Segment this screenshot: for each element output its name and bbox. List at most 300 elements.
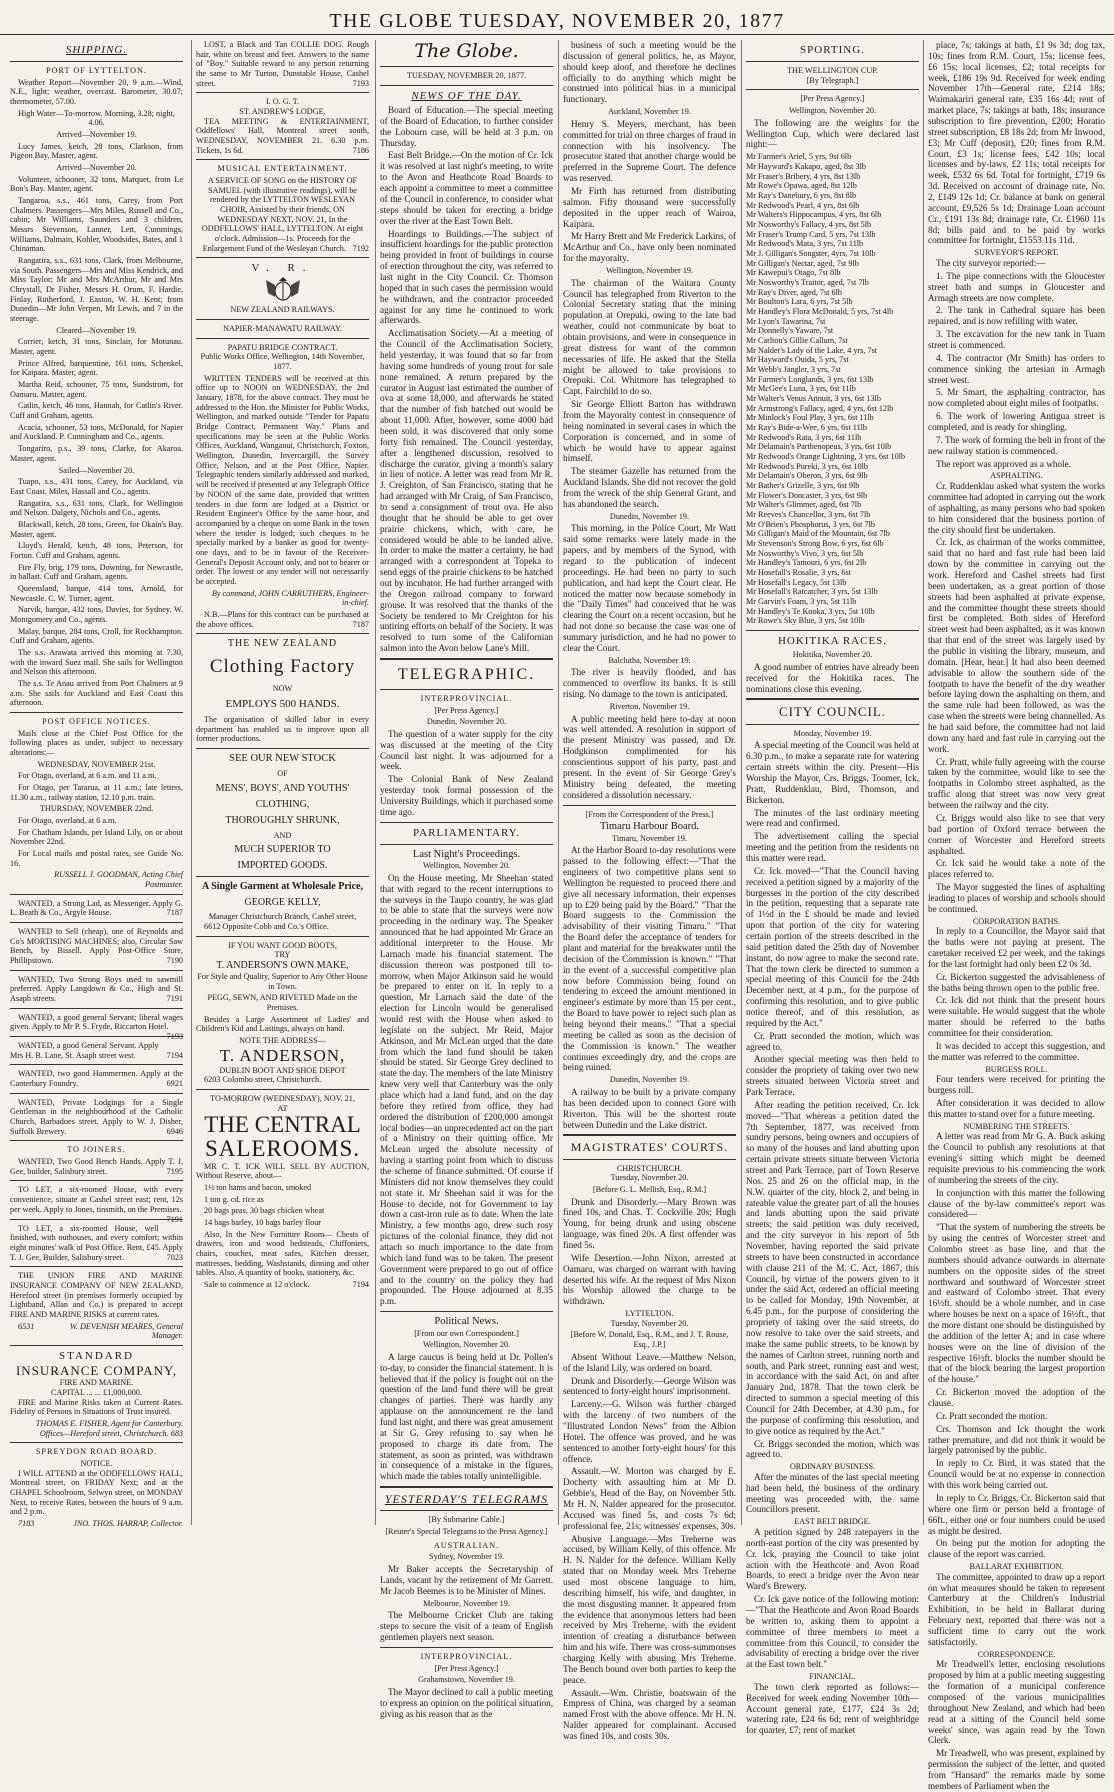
dateline: Timaru, November 19. — [612, 833, 687, 843]
cup-heading: THE WELLINGTON CUP. — [787, 65, 878, 75]
dateline: Dunedin, November 19. — [609, 1075, 690, 1085]
council-text: The report was approved as a whole. — [936, 458, 1071, 469]
telegram: business of such a meeting would be the discussion of general politics, he, as Mayor, should keep aloof, and therefore he declines officially to do anything which might be construed into political bias in a municipal functionary. — [563, 40, 736, 105]
council-text: Cr. Ick did not think that the present hours were suitable. He would suggest that the whole matter should be referred to the baths committee for their consideration. — [928, 995, 1105, 1039]
cup-weight-entry: Mr Walters's Hippocampus, 4 yrs, 8st 6lb — [746, 210, 882, 220]
joiners-heading: TO JOINERS. — [67, 1145, 126, 1155]
cup-weight-entry: Mr Lyon's Tawarina, 7st — [746, 316, 826, 326]
clothing-ad-line: THOROUGHLY SHRUNK, — [225, 814, 340, 826]
cup-weight-entry: Mr Bather's Grizelle, 3 yrs, 6st 9lb — [746, 481, 860, 491]
council-subheading: BALLARAT EXHIBITION. — [969, 1562, 1064, 1572]
standard-ad-text: FIRE and Marine Risks taken at Current Rates. Fidelity of Persons in Situations of Trust insured. — [10, 1397, 183, 1417]
telegram: Mr Harry Brett and Mr Frederick Larkins, of McArthur and Co., have only been nominated for the mayoralty. — [563, 231, 736, 264]
sale-ad-title: THE CENTRAL — [204, 1112, 361, 1138]
clearance: Martha Reid, schooner, 75 tons, Sundstrom, for Oamaru. Master, agent. — [10, 380, 183, 399]
court-date: Tuesday, November 20. — [610, 1173, 689, 1183]
notice-signature: 7183 JNO. THOS. HARRAP, Collector. — [18, 1518, 183, 1528]
cup-weight-entry: Mr Walter's Venus Annuit, 3 yrs, 6st 13lb — [746, 394, 881, 404]
court-case: Assault.—Wm. Christie, boatswain of the Empress of China, was charged by a seaman named Frost with the above offence. Mr H. N. Nalder appeared for complainant. Accused was fined 10s, and costs 30s. — [563, 1687, 736, 1742]
cup-weight-entry: Mr Redwood's Orange Lightning, 3 yrs, 6st 10lb — [746, 452, 906, 462]
port-heading: PORT OF LYTTELTON. — [46, 65, 147, 75]
shipping-note: The s.s. Arawata arrived this morning at 7.30, with the inward Suez mail. She sails for Wellington and Nelson this afternoon. — [10, 647, 183, 677]
telegram: The river is heavily flooded, and has commenced to overflow its banks. It is still rising. No damage to the town is anticipated. — [563, 667, 736, 700]
cup-weight-entry: Mr Hayward's Ouida, 5 yrs, 7st — [746, 355, 849, 365]
standard-ad-name: INSURANCE COMPANY, — [15, 1362, 178, 1378]
magistrates-heading: MAGISTRATES' COURTS. — [570, 1140, 729, 1155]
interprovincial-heading: INTERPROVINCIAL. — [420, 693, 513, 703]
political-news-heading: Political News. — [434, 1316, 499, 1328]
telegram: The steamer Gazelle has returned from the Auckland Islands. She did not recover the gold from the wreck of the ship General Grant, and has abandoned the search. — [563, 466, 736, 509]
council-text: Cr. Ick, as chairman of the works committee, said that no hard and fast rule had been laid down by the committee in carrying out the work. Hereford and Cashel streets had first been undertaken, as a great portion of those streets had been asphalted at private expense, and the committee thought these streets should first be completed. Both sides of Hereford street west had been asphalted, as it was known that that end of the street was largely used by the public in visiting the library, museum, and domain. [Hear, hear.] It had also been deemed advisable to allow the southern side of the footpath to have the benefit of the dry weather before laying down the asphalting on them, and the same rule had been followed, as was the case when the streets were being channelled. As he had said before, the committee had not laid down any hard and fast rule in carrying out the work. — [928, 537, 1105, 754]
court-bench: [Before G. L. Mellish, Esq., R.M.] — [592, 1184, 707, 1194]
council-text: Four tenders were received for printing the burgess roll. — [928, 1074, 1105, 1096]
council-text: Cr. Ruddenklau asked what system the works committee had adopted in carrying out the work of asphalting, as many persons who had spoken to him considered that the business portion of the city should first be undertaken. — [928, 481, 1105, 535]
council-subheading: ORDINARY BUSINESS. — [789, 1462, 876, 1472]
court-location: LYTTELTON. — [625, 1309, 674, 1319]
clearance: Acacia, schooner, 53 tons, McDonald, for Napier and Auckland. P. Cunningham and Co., agents. — [10, 422, 183, 442]
sale-ad-item: 1 ton g. cd. rice as — [204, 1194, 264, 1204]
classified-ad: TO LET, a six-roomed House, well finished, with outhouses, and every comfort; within eight minutes' walk of Post Office. Rent, £45. Apply T. J. Gee, Builder, Salisbury street. 7023 — [10, 1223, 183, 1262]
standard-ad-capital: CAPITAL ... ... £1,000,000. — [51, 1387, 142, 1397]
hokitika-text: A good number of entries have already been received for the Hokitika races. The nominations close this evening. — [746, 661, 919, 694]
council-text: The city surveyor reported:— — [936, 258, 1046, 268]
council-text: In reply to a Councillor, the Mayor said that the baths were not paying at present. The caretaker received £2 per week, and the takings for the last fortnight had only been £2 0s 3d. — [928, 926, 1105, 969]
telegram: The Melbourne Cricket Club are taking steps to secure the visit of a team of English gentlemen players next season. — [380, 1610, 553, 1643]
council-text: Cr. Ick said he would take a note of the places referred to. — [928, 858, 1105, 880]
australian-heading: AUSTRALIAN. — [433, 1540, 500, 1550]
court-location: CHRISTCHURCH. — [616, 1163, 683, 1173]
boots-ad-address: 6203 Colombo street, Christchurch. — [204, 1075, 322, 1085]
sale-ad-furniture: Also, In the New Furniture Room— Chests of drawers, iron and wood bedsteads, Chiffoniers, chairs, couches, meat safes, Kitchen dresser, mattresses, bedding, Washstands, dinning and other tables. Also, A quantity of books, stationery, &c. — [196, 1229, 369, 1278]
classified-ad: WANTED, two good Hammermen. Apply at the Canterbury Foundry. 6921 — [10, 1069, 183, 1089]
arrival: Lucy James, ketch, 28 tons, Clarkson, from Pigeon Bay. Master, agent. — [10, 141, 183, 161]
sailed-heading: Sailed—November 20. — [58, 465, 135, 475]
cup-weight-entry: Mr Delamain's Oberon, 3 yrs, 6st 9lb — [746, 471, 868, 481]
council-text: After the minutes of the last special meeting had been held, the business of the ordinary meeting was proceeded with, the same Councillors present. — [746, 1471, 919, 1515]
cup-weight-entry: Mr Hayward's Kakapo, aged, 8st 3lb — [746, 161, 866, 171]
shipping-heading: SHIPPING. — [65, 44, 128, 56]
sale-ad-date: TO-MORROW (WEDNESDAY), NOV. 21, — [210, 1093, 355, 1103]
globe-title: The Globe. — [414, 40, 519, 62]
classified-ad: WANTED, Two Good Bench Hands. Apply T. J. Gee, builder, Salisbury street. 7195 — [10, 1157, 183, 1176]
sailing: Tuapo, s.s., 431 tons, Carey, for Auckland, via East Coast. Miles, Hassall and Co., agents. — [10, 477, 183, 496]
cup-weight-entry: Mr Minlock's Foul Play, 3 yrs, 6st 11lb — [746, 413, 874, 423]
arrival: Volunteer, schooner, 32 tons, Marquet, from Le Bon's Bay. Master, agent. — [10, 174, 183, 194]
standard-ad-sub: FIRE AND MARINE. — [59, 1378, 134, 1388]
council-text: Crs. Thomson and Ick thought the work rather premature, and did not think it would be largely patronised by the public. — [928, 1423, 1105, 1456]
press-agency: [Per Press Agency.] — [434, 1663, 499, 1673]
sale-ad-item: 20 bags peas, 30 bags chicken wheat — [204, 1206, 325, 1216]
iogt-lodge: ST. ANDREW'S LODGE. — [239, 107, 326, 117]
boots-ad-maker: T. ANDERSON'S OWN MAKE, — [216, 960, 349, 972]
boots-ad-line: Besides a Large Assortment of Ladies' and Children's Kid and Lastings, always on hand. — [196, 1014, 369, 1034]
cup-weight-entry: Mr Farmer's Longlands, 3 yrs, 6st 13lb — [746, 374, 874, 384]
council-text: Cr. Briggs would also like to see that very bad portion of Oxford terrace between the corner of Worcester and Hereford streets asphalted. — [928, 812, 1105, 856]
column-6 — [923, 40, 1105, 1791]
dateline: Sydney, November 19. — [429, 1552, 504, 1562]
court-case: Wife Desertion.—John Nixon, arrested at Oamaru, was charged on warrant with having deserted his wife. At the request of Mrs Nixon his Worship allowed the charge to be withdrawn. — [563, 1252, 736, 1307]
clothing-ad-text: The organisation of skilled labor in every department has enabled us to improve upon all former productions. — [196, 715, 369, 744]
royal-crest-icon — [258, 277, 308, 303]
masthead: THE GLOBE TUESDAY, NOVEMBER 20, 1877 — [0, 4, 1114, 35]
council-subheading: CORPORATION BATHS. — [972, 916, 1061, 926]
council-text: Cr. Pratt seconded the motion, which was agreed to. — [746, 1030, 919, 1052]
cup-weight-entry: Mr Stevenson's Strong Bow, 6 yrs, 6st 6lb — [746, 539, 884, 549]
press-agency: [Per Press Agency.] — [800, 94, 865, 104]
news-item: Acclimatisation Society.—At a meeting of the Council of the Acclimatisation Society, held yesterday, it was found that so far from having some hundreds of young trout for sale none remained. A return prepared by the curator in August last estimated the number of ova at some 18,000, and afterwards he stated that the number of fish hatched out would be about 11,000. After, however, some 4000 had been sold, it was discovered that only some forty fish remained. The Council yesterday, after a lengthened discussion, resolved to discharge the curator, giving a month's salary in lieu of notice. A letter was read from Mr R. J. Creighton, of San Francisco, stating that he had arranged with Mr Craig, of San Francisco, to send a consignment of trout ova. He also thought that he should be able to get over prairie chickens, which, with care, he considered would be able to be landed alive. In order to make the matter a certainty, he had arranged with a correspondent at Topeka to send eggs of the prairie chickens to be hatched out by incubator. He had further arranged with the Oregon railroad company to forward grouse. It was resolved that the thanks of the Society be tendered to Mr Creighton for his untiring efforts on behalf of the Society. It was resolved to turn some of the Californian salmon into the Avon below Lane's Mill. — [380, 328, 553, 654]
dateline: Wellington, November 20. — [788, 105, 877, 115]
clothing-ad-line: OF — [277, 769, 288, 779]
clothing-ad-line: SEE OUR NEW STOCK — [229, 753, 336, 765]
cup-weight-entry: Mr McGee's Luna, 3 yrs, 6st 11lb — [746, 384, 856, 394]
telegram: A railway to be built by a private company has been decided upon to connect Gore with Riverton. This will be the shortest route between Dunedin and the Lake district. — [563, 1086, 736, 1130]
clothing-ad-line: MUCH SUPERIOR TO — [234, 844, 331, 856]
court-case: Abusive Language.—Mrs Treherne was accused, by William Kelly, of this offence. Mr H. N. Nalder for the defence. William Kelly stated that on Monday week Mrs Treherne used most obscene language to him, describing himself, his wife, and daughter, in the most disgusting manner. It appeared from the evidence that anonymous letters had been received by Mrs Treherne, with the evident intention of creating a disturbance between him and his wife. There was cross-summonses charging Kelly with abusing Mrs Treherne. The Bench bound over both parties to keep the peace. — [563, 1533, 736, 1685]
sailing: Lloyd's Herald, ketch, 48 tons, Peterson, for Forton. Cuff and Graham, agents. — [10, 541, 183, 560]
spreydon-heading: SPREYDON ROAD BOARD. — [35, 1447, 158, 1457]
lost-dog-ad: LOST, a Black and Tan COLLIE DOG. Rough hair, white on breast and feet. Answers to the name of "Boy." Suitable reward to any person returning the same to Mr Turton, Dunstable House, Cashel street. 7193 — [196, 40, 369, 88]
sailing: Blackwall, ketch, 28 tons, Green, for Okain's Bay. Master, agent. — [10, 519, 183, 539]
telegram: A public meeting held here to-day at noon was well attended. A resolution in support of the present Ministry was passed, and Dr. Hodgkinson complimented for his conscientious support of his party, past and present. In the event of Sir George Grey's Ministry being defeated, the meeting considered a dissolution necessary. — [563, 713, 736, 800]
cup-weight-entry: Mr Nalder's Lady of the Lake, 4 yrs, 7st — [746, 345, 878, 355]
cup-weight-entry: Mr Armstrong's Fallacy, aged, 4 yrs, 6st 12lb — [746, 403, 894, 413]
standard-ad-signature: THOMAS E. FISHER, Agent for Canterbury. Offices—Hereford street, Christchurch. 683 — [35, 1418, 183, 1438]
globe-date: TUESDAY, NOVEMBER 20, 1877. — [406, 71, 527, 81]
cup-weight-entry: Mr Walter's Glimmer, aged, 6st 7lb — [746, 500, 862, 510]
cup-weight-entry: Mr Kawepui's Otago, 7st 8lb — [746, 268, 841, 278]
council-text: Another special meeting was then held to consider the propriety of taking over two new streets situated between Victoria street and Park Terrace. — [746, 1054, 919, 1098]
court-case: Larceny.—G. Wilson was further charged with the larceny of two numbers of the "Illustrated London News" from the Albion Hotel. The offence was proved, and he was sentenced to another forty-eight hours' for this offence. — [563, 1399, 736, 1464]
classified-ad: WANTED, Private Lodgings for a Single Gentleman in the neighbourhood of the Catholic Church, Barbadoes street. Apply to W. J. Disher, Suffolk Brewery. 6946 — [10, 1097, 183, 1136]
court-case: Assault.—W. Morton was charged by E. Docherty with assaulting him at Mr D. Gebbie's, Head of the Bay, on November 5th. Mr H. N. Nalder appeared for the prosecutor. Accused was fined 5s, and costs 7s 6d; professional fee, 21s; witnesses' expenses, 30s. — [563, 1466, 736, 1531]
council-text: After consideration it was decided to allow this matter to stand over for a future meeting. — [928, 1098, 1105, 1119]
court-date: Tuesday, November 20. — [610, 1318, 689, 1328]
railways-heading: NEW ZEALAND RAILWAYS. — [230, 305, 335, 315]
council-text: In conjunction with this matter the following clause of the by-law committee's report was considered— — [928, 1187, 1105, 1220]
dateline: Balclutha, November 19. — [608, 655, 691, 665]
correspondent: [From the Correspondent of the Press.] — [585, 809, 714, 819]
dateline: Dunedin, November 20. — [426, 717, 507, 727]
cup-weight-entry: Mr Ray's Bide-a-Wee, 6 yrs, 6st 11lb — [746, 423, 868, 433]
council-subheading: NUMBERING THE STREETS. — [963, 1121, 1070, 1131]
clothing-ad-address: 6612 Opposite Cobb and Co.'s Office. — [204, 922, 329, 932]
sailing: Malay, barque, 284 tons, Croll, for Rockhampton. Cuff and Graham, agents. — [10, 626, 183, 646]
tender-signature: By command, JOHN CARRUTHERS, Engineer-in-chief. — [211, 588, 369, 608]
news-item: Hoardings to Buildings.—The subject of insufficient hoardings for the public protection being provided in front of buildings in course of erection throughout the city, was referred to last night in the City Council. Cr. Thomson hoped that in such cases the permission would be withdrawn, and the contractor proceeded against for any time he continued to work afterwards. — [380, 228, 553, 326]
court-case: Drunk and Disorderly.—George Wilson was sentenced to forty-eight hours' imprisonment. — [563, 1375, 736, 1397]
cup-weight-entry: Mr Boulton's Lara, 6 yrs, 7st 5lb — [746, 297, 853, 307]
cup-weight-entry: Mr Redwood's Pearl, 4 yrs, 8st 6lb — [746, 200, 860, 210]
classified-ad: WANTED, Two Strong Boys used to sawmill preferred. Apply Langdown & Co., High and St. Asaph streets. 7191 — [10, 974, 183, 1004]
boots-ad-line: TRY — [274, 950, 291, 960]
cup-weight-entry: Mr Carlton's Gillie Callum, 7st — [746, 336, 848, 345]
arrival: Rangatira, s.s., 631 tons, Clark, from Melbourne, via South. Passengers—Mrs and Miss Kendrick, and Miss Taylor; Mr and Mrs McArthur, Mr and Mrs Chrystall, Dr Fisher, Messrs H. Orum, F. Hardie, Finlay, Rutherford, J. Easton, W. H. Kent; from Dunedin—Mr John Verpen, Mr Lewis, and 7 in the steerage. — [10, 256, 183, 324]
sailing: Narvik, barque, 432 tons, Davies, for Sydney. W. Montgomery and Co., agents. — [10, 605, 183, 624]
sailing: Fire Fly, brig, 179 tons, Downing, for Newcastle, in ballast. Cuff and Graham, agents. — [10, 562, 183, 582]
clearance: Catlin, ketch, 46 tons, Hannah, for Catlin's River. Cuff and Graham, agents. — [10, 401, 183, 421]
telegram: The question of a water supply for the city was discussed at the meeting of the City Council last night. It was adjourned for a week. — [380, 728, 553, 772]
sporting-heading: SPORTING. — [800, 44, 865, 56]
cup-weight-entry: Mr Garvin's Foam, 3 yrs, 5st 11lb — [746, 597, 857, 607]
clearance: Prince Alfred, barquentine, 161 tons, Schenkel, for Kaipara. Master, agent. — [10, 358, 183, 378]
cable-source: [By Submarine Cable.] — [428, 1515, 505, 1525]
columns — [10, 40, 1105, 1791]
council-text: The advertisement calling the special meeting and the petition from the residents on this matter were read. — [746, 831, 919, 863]
cup-weight-entry: Mr Hosefall's Legacy, 5st 13lb — [746, 577, 847, 587]
council-text: Cr. Pratt seconded the motion. — [936, 1410, 1048, 1421]
clothing-ad-top: THE NEW ZEALAND — [227, 638, 338, 650]
cup-intro: The following are the weights for the Wellington Cup, which were declared last night:— — [746, 117, 919, 150]
cup-weights-list — [746, 152, 919, 626]
cup-weight-entry: Mr Farmer's Ariel, 5 yrs, 9st 6lb — [746, 152, 852, 162]
telegram: Henry S. Meyers, merchant, has been committed for trial on three charges of fraud in connection with his insolvency. The prosecutor stated that another charge would be preferred in the Supreme Court. The defence was reserved. — [563, 118, 736, 184]
shipping-note: The s.s. Te Anau arrived from Port Chalmers at 9 a.m. She sails for Auckland and East Coast this afternoon. — [10, 678, 183, 708]
cup-weight-entry: Mr Redwood's Mata, 3 yrs, 7st 11lb — [746, 239, 864, 249]
cup-weight-entry: Mr Redwood's Rata, 3 yrs, 6st 11lb — [746, 432, 862, 442]
council-subheading: ASPHALTING. — [990, 471, 1043, 481]
council-text: 5. Mr Smart, the asphalting contractor, has now completed about eight miles of footpaths. — [928, 387, 1105, 409]
dateline: Wellington, November 20. — [422, 1340, 511, 1350]
cleared-heading: Cleared—November 19. — [56, 325, 137, 335]
clothing-ad-title: Clothing Factory — [209, 656, 356, 678]
post-office-day: WEDNESDAY, NOVEMBER 21st. — [37, 759, 156, 769]
telegram: Sir George Elliott Barton has withdrawn from the Mayoralty contest in consequence of being nominated in several cases in which the Corporation is concerned, and in some of which he would have to appear against himself. — [563, 399, 736, 464]
sale-ad-title: SALEROOMS. — [204, 1136, 361, 1162]
cup-weight-entry: Mr O'Brien's Phosphorus, 3 yrs, 6st 7lb — [746, 519, 875, 529]
insurance-ad: THE UNION FIRE AND MARINE INSURANCE COMPANY OF NEW ZEALAND, Hereford street (in premises formerly occupied by Lightband, Allan and Co.) is prepared to accept FIRE AND MARINE RISKS at current rates. — [10, 1271, 183, 1319]
standard-ad-title: STANDARD — [58, 1349, 134, 1362]
post-office-line: For Otago, per Tararua, at 11 a.m.; late letters, 11.30 a.m., railway station, 12.10 p.m. train. — [10, 782, 183, 802]
sale-ad-item: 1½ ton hams and bacon, smoked — [204, 1182, 312, 1192]
news-item: Board of Education.—The special meeting of the Board of Education, to further consider the Lobourn case, will be held at 3 p.m. on Thursday. — [380, 105, 553, 148]
court-bench: [Before W. Donald, Esq., R.M., and J. T. Rouse, Esq., J.P.] — [570, 1330, 729, 1350]
classified-ad: WANTED, a good general Servant; liberal wages given. Apply to Mr P. S. Fryde, Riccarton Hotel. 7193 — [10, 1012, 183, 1042]
political-report: A large caucus is being held at Dr. Pollen's to-day, to consider the financial statement. It is believed that if the policy is fought out on the question of the land fund there will be great changes of parties. There was hardly any applause on the announcement re the land fund last night, and there was great amusement at Sir G. Grey refusing to say when he proposed to charge its date from. The statement, as soon as printed, was withdrawn in consequence of a mistake in the figures, which made the tables totally unintelligible. — [380, 1351, 553, 1482]
iogt-title: I. O. G. T. — [265, 97, 300, 107]
classified-ad: TO LET, a six-roomed House, with every convenience, situate at Cashel street east; rent, 12s per week. Apply to Jones, tinsmith, on the Premises. 7191 — [10, 1185, 183, 1224]
hokitika-heading: HOKITIKA RACES. — [777, 635, 888, 648]
cup-weight-entry: Mr Nosworthy's Traitor, aged, 7st 7lb — [746, 277, 869, 287]
boots-ad-name: T. ANDERSON, — [219, 1045, 346, 1065]
clothing-ad-line: MENS', BOYS', AND YOUTHS' — [215, 783, 350, 795]
sailing: Rangatira, s.s., 631 tons, Clark, for Wellington and Nelson. Dalgety, Nichols and Co., agents. — [10, 498, 183, 518]
telegram: The Mayor declined to call a public meeting to express an opinion on the political situation, giving as his reason that as the — [380, 1686, 553, 1719]
cup-weight-entry: Mr J. Gilligan's Songster, 4yrs, 7st 10lb — [746, 248, 876, 258]
council-text: 3. The excavation for the new tank in Tuam street is commenced. — [928, 329, 1105, 351]
notice-text: I WILL ATTEND at the ODDFELLOWS' HALL, Montreal street, on FRIDAY Next; and at the CHAPEL Schoolroom, Selwyn street, on MONDAY Next, to receive Rates, between the hours of 9 a.m. and 2 p.m. — [10, 1468, 183, 1517]
boots-ad-line: PEGG, SEWN, AND RIVETED Made on the Premises. — [207, 993, 358, 1012]
council-subheading: SURVEYOR'S REPORT. — [974, 248, 1059, 258]
cup-weight-entry: Mr Gilligan's Maid of the Mountain, 6st 7lb — [746, 529, 890, 539]
parliamentary-heading: PARLIAMENTARY. — [413, 826, 520, 839]
council-text: 1. The pipe connections with the Gloucester street bath and sumps in Gloucester and Armagh streets are now complete. — [928, 270, 1105, 303]
column-4 — [558, 40, 736, 1742]
clothing-ad-now: NOW — [272, 684, 293, 694]
telegram: The Colonial Bank of New Zealand yesterday took formal possession of the University Buildings, which it purchased some time ago. — [380, 774, 553, 817]
tea-meeting-ad: TEA MEETING & ENTERTAINMENT, Oddfellows' Hall, Montreal street south, WEDNESDAY, NOVEMBER 21. 6.30 p.m. Tickets, 1s 6d. 7186 — [196, 116, 369, 155]
sale-ad-item: 14 bags barley, 10 bags barley flour — [204, 1217, 322, 1227]
contract-heading: PAPATU BRIDGE CONTRACT. — [227, 342, 338, 352]
weather-report: Weather Report—November 20, 9 a.m.—Wind, N.E., light; weather, overcast. Barometer, 30.07; thermometer, 57.00. — [10, 77, 183, 106]
dateline: Melbourne, November 19. — [423, 1598, 510, 1608]
cup-weight-entry: Mr Donnelly's Yaware, 7st — [746, 326, 834, 336]
court-case: Absent Without Leave.—Matthew Nelson, of the Island Lily, was ordered on board. — [563, 1351, 736, 1373]
tender-note: N.B.—Plans for this contract can be purchased at the above offices. 7187 — [196, 609, 369, 629]
boots-ad-depot: DUBLIN BOOT AND SHOE DEPOT — [219, 1065, 346, 1075]
clearance: Corrier, ketch, 31 tons, Sinclair, for Motunau. Master, agent. — [10, 337, 183, 357]
council-text: Cr. Briggs seconded the motion, which was agreed to. — [746, 1438, 919, 1460]
council-subheading: FINANCIAL. — [809, 1672, 856, 1682]
city-council-heading: CITY COUNCIL. — [778, 704, 887, 720]
council-subheading: EAST BELT BRIDGE. — [794, 1517, 871, 1527]
dateline: Riverton, November 19. — [609, 701, 690, 711]
post-office-line: For Chatham Islands, per Island Lily, on or about November 22nd. — [10, 827, 183, 847]
council-text: Mr Treadwell, who was present, explained by permission the subject of the letter, and quoted from "Hansard" the remarks made by some members of Parliament when the — [928, 1748, 1105, 1791]
court-case: Drunk and Disorderly.—Mary Brown was fined 10s, and Chas. T. Cockville 20s; Hugh Young, for being drunk and using obscene language, was fined 20s. A first offender was fined 5s. — [563, 1196, 736, 1250]
council-text: "That the system of numbering the streets be by using the centres of Worcester street and Colombo street as base line, and that the numbers should advance outwards in alternate numbers on the opposite sides of the street northward and southward of Worcester street and eastward of Colombo street. That every 16½ft. should be a whole number, and in case where houses be next on a space of 16½ft., that the more distant one should be distinguished by the addition of the letter A; and in case where houses were on the line of division of the respective 16½ft. blocks the number should be that of the block bearing the largest proportion of the house." — [928, 1222, 1105, 1385]
boots-ad-line: For Style and Quality, Superior to Any Other House in Town. — [197, 971, 368, 991]
cup-weight-entry: Mr Nosworthy's Vivo, 3 yrs, 6st 5lb — [746, 548, 864, 558]
council-text: 7. The work of forming the belt in front of the new railway station is commenced. — [928, 434, 1105, 456]
telegram: The chairman of the Waitara County Council has telegraphed from Riverton to the Colonial Secretary stating that the mining population at Orepuki, owing to the late bad weather, could not communicate by boat to obtain provisions, and were in consequence in great distress for want of the common necessaries of life. He asked that the Stella might be allowed to take provisions to Orepuki. Col. Whitmore has telegraphed to Capt. Fairchild to do so. — [563, 277, 736, 397]
column-1 — [10, 40, 183, 1528]
cup-weight-entry: Mr Handley's Tamouri, 6 yrs, 6st 2lb — [746, 558, 867, 568]
council-text: 2. The tank in Cathedral square has been repaired, and is now refilling with water. — [928, 305, 1105, 327]
cup-weight-entry: Mr Flower's Doncaster, 3 yrs, 6st 9lb — [746, 490, 868, 500]
boots-ad-note: NOTE THE ADDRESS— — [239, 1035, 326, 1045]
cup-weight-entry: Mr Rowe's Opawa, aged, 8st 12lb — [746, 181, 857, 191]
notice-heading: NOTICE. — [80, 1458, 113, 1468]
cup-weight-entry: Mr Reeves's Chancellor, 3 yrs, 6st 7lb — [746, 510, 871, 520]
council-text: The town clerk reported as follows:—Received for week ending November 10th—Account general rate, £177, £24 3s 2d; watering rate, £24 6s 6d; rent of weighbridge for quarter, £7; rent of market — [746, 1681, 919, 1736]
tender-text: WRITTEN TENDERS will be received at this office up to NOON on WEDNESDAY, the 2nd January, 1878, for the above contract. They must be addressed to the Hon. the Minister for Public Works, Wellington, and marked outside "Tender for Papatu Bridge Contract, Permanent Way." Plans and specifications may be seen at the Public Works Offices, Auckland, Wanganui, Christchurch, Foxton, Wellington, Dunedin, Invercargill, the Survey Office, Nelson, and at the Post Office, Napier. Telegraphic tenders similarly addressed and marked, will be received if presented at any Telegraph Office by NOON of the same date, provided that written tenders in due form are lodged at a District or Resident Engineer's Office by the same hour, and accompanied by a cheque on some Bank in the town where the tender is lodged; such cheques to be specially marked by a banker as good for twenty-one days, and to be in favour of the Receiver-General's Deposit Account only, and not to bearer or order. The lowest or any tender will not necessarily be accepted. — [196, 373, 369, 586]
post-office-line: For Otago, overland, at 6 a.m. — [18, 816, 117, 825]
council-text: Cr. Pratt, while fully agreeing with the course taken by the committee, would like to see the footpaths in Colombo street asphalted, as the traffic along that street was now very great between the railway and the city. — [928, 756, 1105, 811]
cup-weight-entry: Mr Fraser's Bribery, 4 yrs, 8st 13lb — [746, 171, 861, 181]
yesterdays-telegrams-heading: YESTERDAY'S TELEGRAMS — [384, 1492, 549, 1507]
arrival: Tangaroa, s.s., 461 tons, Carey, from Port Chalmers. Passengers—Mrs Miles, Russell and Co., cabin; Mr Williams, Saunders and 3 children, Messrs Stevenson, Lanner, Lett, Cummings, Williams, Dalmain, Kohler, Woodsides, Bates, and 1 Chinaman. — [10, 196, 183, 254]
council-text: The committee, appointed to draw up a report on what measures should be taken to represent Canterbury at the Children's Industrial Exhibition, to be held in Ballarat during February next, reported that there was not a sufficient time to carry out the work satisfactorily. — [928, 1571, 1105, 1647]
council-date: Monday, November 19. — [793, 728, 872, 738]
cup-weight-entry: Mr Ray's Diver, aged, 7st 6lb — [746, 287, 842, 297]
council-text: A letter was read from Mr G. A. Buck asking the Council to publish any resolutions at that evening's sitting which might be deemed requisite previous to his commencing the work of numbering the streets of the city. — [928, 1131, 1105, 1185]
interprovincial-heading-2: INTERPROVINCIAL. — [420, 1651, 513, 1661]
council-text: In reply to Cr. Briggs, Cr. Bickerton said that where one firm or person held a frontage of 66ft., either one or four numbers could be used as might be desired. — [928, 1492, 1105, 1536]
news-heading: NEWS OF THE DAY. — [411, 90, 522, 103]
post-office-line: For Local mails and postal rates, see Guide No. 16. — [10, 849, 183, 868]
dateline: Grahamstown, November 19. — [418, 1675, 515, 1685]
cup-weight-entry: Mr Ray's Danebury, 6 yrs, 8st 8lb — [746, 190, 857, 200]
musical-heading: MUSICAL ENTERTAINMENT. — [217, 164, 348, 174]
sale-ad-at: AT — [277, 1103, 288, 1113]
clothing-ad-branch: Manager Christchurch Branch, Cashel street, — [208, 912, 357, 922]
council-text: The minutes of the last ordinary meeting were read and confirmed. — [746, 807, 919, 829]
telegram: Mr Baker accepts the Secretaryship of Lands, vacant by the retirement of Mr Garrett. Mr Jacob Beemes is to be Minister of Mines. — [380, 1564, 553, 1596]
council-text: Cr. Bickerton suggested the advisableness of the baths being thrown open to the public free. — [928, 971, 1105, 993]
telegram: Mr Firth has returned from distributing salmon. Fifty thousand were successfully deposited in the upper reach of Wairoa, Kaipara. — [563, 185, 736, 229]
clothing-ad-hands: EMPLOYS 500 HANDS. — [225, 698, 340, 711]
cup-weight-entry: Mr Handley's Flora McDonald, 5 yrs, 7st 4lb — [746, 306, 894, 316]
clothing-ad-manager: GEORGE KELLY, — [244, 896, 321, 908]
vr-mark: V. R. — [251, 262, 314, 275]
sailing: Queensland, barque, 414 tons, Arnold, for Newcastle. C. W. Turner, agent. — [10, 583, 183, 603]
council-text: 6. The work of lowering Antigua street is completed, and is ready for shingling. — [928, 411, 1105, 433]
cup-weight-entry: Mr Nosworthy's Fallacy, 4 yrs, 8st 5lb — [746, 219, 872, 229]
parliament-report: On the House meeting, Mr Sheehan stated that with regard to the recent interruptions to the surveys in the Taupo country, he was glad to be able to state that the surveys were now proceeding in the ordinary way. The Speaker announced that he had appointed Mr Grace an additional interpreter to the House. Mr Larnach made his financial statement. The discussion thereon was postponed till to-morrow, when Major Atkinson said he would be prepared to enter on it. In reply to a question, Mr Larnach said the date of the election for Lincoln would be generalised would rest with the House when asked to legislate on the subject. Mr Reid, Major Atkinson, and Mr McLean urged that the date from which the land fund should be taken should be stated. Sir George Grey declined to state the day. The members of the late Ministry knew very well that Canterbury was the only place which had a land fund, and on the day before they retired from office, they had ordered the distribution of £200,000 amongst local bodies—an unprecedented act on the part of a Ministry on their quitting office. Mr McLean urged the absolute necessity of having a starting point from which to discuss the scheme of finance submitted. Of course if Ministers did not know themselves they could not state it. Mr Sheehan said it was for the House to decide, not for Government to lay down a cast-iron rule as to date. When the late Ministry, a few months ago, drew such rosy pictures of the colonial finance, they did not attach so much importance to the date from which land fund was to be taken. The present Government were prepared to go out of office and to the country on the policy they had propounded. The House adjourned at 8.35 p.m. — [380, 872, 553, 1307]
council-text: It was decided to accept this suggestion, and the matter was referred to the committee. — [928, 1040, 1105, 1062]
clothing-ad-line: IMPORTED GOODS. — [237, 860, 328, 871]
cup-weight-entry: Mr Redwood's Pureki, 3 yrs, 6st 10lb — [746, 461, 869, 471]
sale-ad-time: Sale to commence at 12 o'clock. 7194 — [204, 1279, 369, 1289]
column-2 — [191, 40, 369, 1525]
council-text: Cr. Ick gave notice of the following motion:—"That the Heathcote and Avon Road Boards be written to, asking them to appoint a committee of three members to meet a committee from this Council, to consider the advisability of erecting a bridge over the river at the East town belt." — [746, 1594, 919, 1670]
cup-weight-entry: Mr Hosefall's Rosalie, 3 yrs, 6st — [746, 568, 851, 578]
arrived-heading: Arrived—November 19. — [56, 130, 137, 139]
reuter-source: [Reuter's Special Telegrams to the Press Agency.] — [385, 1527, 548, 1537]
musical-ad: A SERVICE OF SONG on the HISTORY OF SAMUEL (with illustrative readings), will be rendered by the LYTTELTON WESLEYAN CHOIR, Assisted by their friends, ON WEDNESDAY NEXT, NOV. 21, In the ODDFELLOWS' HALL, LYTTELTON. At eight o'clock. Admission—1s. Proceeds for the Enlargement Fund of the Wesleyan Church. 7192 — [201, 176, 369, 253]
telegram: This morning, in the Police Court, Mr Watt said some remarks were lately made in the papers, and by members of the Synod, with regard to the publication of indecent proceedings. He had been no party to such publication, and had kept the Court clear. He noticed the matter now because somebody in the "Daily Times" had conceived that he was clearing the Court on a recent occasion, but he had not done so because the case was one of summary jurisdiction, and he had no power to clear the Court. — [563, 523, 736, 653]
cup-weight-entry: Mr Delamain's Parthenopeus, 3 yrs, 6st 10lb — [746, 442, 892, 452]
sale-ad-text: MR C. T. ICK WILL SELL BY AUCTION, Without Reserve, about— — [196, 1161, 369, 1181]
high-water: High Water—To-morrow. Morning, 3.28; night, 4.06. — [18, 108, 175, 128]
post-office-day: THURSDAY, NOVEMBER 22nd. — [39, 804, 154, 814]
dateline: Wellington, November 19. — [605, 266, 694, 275]
council-text: On being put the motion for adopting the clause of the report was carried. — [928, 1538, 1105, 1560]
railway-line-heading: NAPIER-MANAWATU RAILWAY. — [223, 324, 342, 334]
council-text: Mr Treadwell's letter, enclosing resolutions proposed by him at a public meeting suggesting the formation of a municipal conference composed of the various municipalities throughout New Zealand, and which had been read at a sitting of the Council held some weeks' since, was again read by the Town Clerk. — [928, 1659, 1105, 1746]
cup-weight-entry: Mr Webb's Jangler, 3 yrs, 7st — [746, 365, 841, 375]
council-text: In reply to Cr. Bird, it was stated that the Council would be at no expense in connection with this work being carried out. — [928, 1458, 1105, 1491]
council-subheading: CORRESPONDENCE. — [977, 1649, 1056, 1659]
dateline: Wellington, November 20. — [422, 861, 511, 871]
boots-ad-line: IF YOU WANT GOOD BOOTS, — [228, 940, 337, 950]
council-text: Cr. Bickerton moved the adoption of the clause. — [928, 1387, 1105, 1409]
telegraphic-heading: TELEGRAPHIC. — [397, 666, 536, 684]
clothing-ad-line: CLOTHING, — [255, 798, 310, 810]
council-text: The Mayor suggested the lines of asphalting leading to places of worship and schools should be continued. — [928, 882, 1105, 914]
council-text: place, 7s; takings at bath, £1 9s 3d; dog tax, 10s; fines from R.M. Court, 15s; license fees, £6 15s; local licenses, £2; total receipts for week, £186 19s 9d. Received for week ending November 17th—General rate, £214 18s; Waimakariri general rate, £35 16s 4d; rent of market place, 7s; takings at bath, 18s; insurance subscription to fire prevention, £200; Horatio street subscription, £8 18s 2d; from Mr Inwood, £3; Mr Cuff (deposit), £20; fines from R.M. Court, £3 1s; license fees, £42 10s; local licenses and by-laws, £2 11s; total receipts for week, £532 6s 6d. Total for fortnight, £719 6s 3d. Received on account of drainage rate, No. 2, £149 12s 1d; Cr. balance at bank on general account, £9,526 5s 1d; Drainage Loan account Cr., £191 13s 8d; drainage rate, Cr. £1960 11s 8d; bills paid and to be paid by works committee for fortnight, £1553 11s 11d. — [928, 40, 1105, 246]
clothing-ad-line: AND — [273, 830, 292, 840]
classified-ad: WANTED, a good General Servant. Apply Mrs H. B. Lane, St. Asaph street west. 7194 — [10, 1041, 183, 1060]
council-text: After reading the petition received, Cr. Ick moved—"That whereas a petition dated the 7th September, 1877, was received from sundry persons, being owners and occupiers of so many of the houses and land abutting upon certain private streets situate between Victoria street and Park Terrace, part of Town Reserve Nos. 25 and 26 on the official map, in the N.W. quarter of the city, block 2, and being in rateable value the greater part of all the houses and lands abutting upon the said private streets; the said petition was duly received, and the city surveyor in his report of 5th November, having reported the said private streets to have been constructed in accordance with clause 211 of the M. C. Act, 1867, this Council, by virtue of the powers given to it under the said Act, ordered an official meeting to be called for Monday, 19th November, at 6.45 p.m., for the purpose of considering the propriety of taking over the said streets, do now resolve to take over the said streets, and make the same public streets, to be known by the names of Carlton street, running north and south, and Park street, running east and west, in accordance with the said Act, on and after January 2nd, 1878. That the town clerk be directed to summon a special meeting of this Council for 24th December, at 4.30 p.m., for the purpose of confirming this resolution, and to give notice as required by the Act." — [746, 1099, 919, 1436]
council-text: Cr. Ick moved—"That the Council having received a petition signed by a majority of the burgesses in the portion of the city described in the petition, requesting that a separate rate of 1½d in the £ should be made and levied upon that portion of the city for watering certain portion of the streets described in the said petition dated the 25th day of November instant, do now agree to make the second rate. That the town clerk be directed to summon a special meeting of this Council for the 24th December next, at 4 p.m., for the purpose of confirming this resolution, and to give public notice thereof, and of this resolution, as required by the Act." — [746, 865, 919, 1028]
cup-weight-entry: Mr Hosefall's Ratcatcher, 3 yrs, 5st 13lb — [746, 587, 878, 597]
post-office-heading: POST OFFICE NOTICES. — [42, 716, 151, 726]
arrived-heading-2: Arrived—November 20. — [56, 163, 137, 173]
council-text: 4. The contractor (Mr Smith) has orders to commence sinking the artesian in Armagh street west. — [928, 352, 1105, 385]
dateline: Auckland, November 19. — [608, 107, 691, 117]
proceedings-heading: Last Night's Proceedings. — [412, 848, 521, 860]
correspondent: [From our own Correspondent.] — [414, 1328, 519, 1338]
cup-weight-entry: Mr Gilligan's Nectar, aged, 7st 9lb — [746, 258, 859, 268]
council-text: A special meeting of the Council was held at 6.30 p.m., to make a separate rate for watering certain streets within the city. Present—His Worship the Mayor, Crs. Briggs, Toomer, Ick, Pratt, Ruddenklau, Bird, Thomson, and Bickerton. — [746, 740, 919, 805]
cup-weight-entry: Mr Rowe's Sky Blue, 3 yrs, 5st 10lb — [746, 616, 865, 626]
cup-weight-entry: Mr Fraser's Trump Card, 5 yrs, 7st 13lb — [746, 229, 876, 239]
council-text: A petition signed by 248 ratepayers in the north-east portion of the city was presented by Cr. Ick, praying the Council to take joint action with the Heathcote and Avon Road Boards, to erect a bridge over the Avon near Ward's Brewery. — [746, 1527, 919, 1592]
news-item: East Belt Bridge.—On the motion of Cr. Ick it was resolved at last night's meeting, to write to the Avon and Heathcote Road Boards to each appoint a committee to meet a committee of the Council in conference, to consider what steps should be taken for erecting a bridge over the river at the East Town Belt. — [380, 150, 553, 226]
clearance: Tongariro, p.s., 39 tons, Clarke, for Akaroa. Master, agent. — [10, 444, 183, 463]
column-5 — [741, 40, 919, 1736]
insurance-signature: 6531 W. DEVENISH MEARES, General Manager. — [18, 1321, 183, 1341]
clothing-ad-wholesale: A Single Garment at Wholesale Price, — [202, 880, 363, 892]
office-dateline: Public Works Office, Wellington, 14th November, 1877. — [200, 352, 365, 372]
column-3 — [375, 40, 553, 1719]
telegram: At the Harbor Board to-day resolutions were passed to the following effect:—"That the engineers of two competitive plans sent to Wellington be requested to proceed there and give all necessary information, their expenses up to £20 being paid by the Board." "That the Board suggests to the Commission the advisability of their visiting Timaru." "That the Board defer the acceptance of tenders for plant and material for the breakwater until the decision of the Commission is known." "That in the event of a successful competitive plan now before Commission being found on tendering to exceed the amount mentioned in engineer's estimate by more than 15 per cent., the Board to have power to reject such plan as being beyond their means." "That a special meeting be called as soon as the decision of the Commission is known." The weather continues exceedingly dry, and the crops are being ruined. — [563, 845, 736, 1073]
dateline: Dunedin, November 19. — [609, 511, 690, 521]
council-subheading: BURGESS ROLL. — [985, 1064, 1048, 1074]
classified-ad: WANTED to Sell (cheap), one of Reynolds and Co's MORTISING MACHINES; also, Circular Saw Bench, by Bissell. Apply Post-Office Store, Phillipstown. 7190 — [10, 927, 183, 966]
dateline: Hokitika, November 20. — [792, 650, 873, 660]
